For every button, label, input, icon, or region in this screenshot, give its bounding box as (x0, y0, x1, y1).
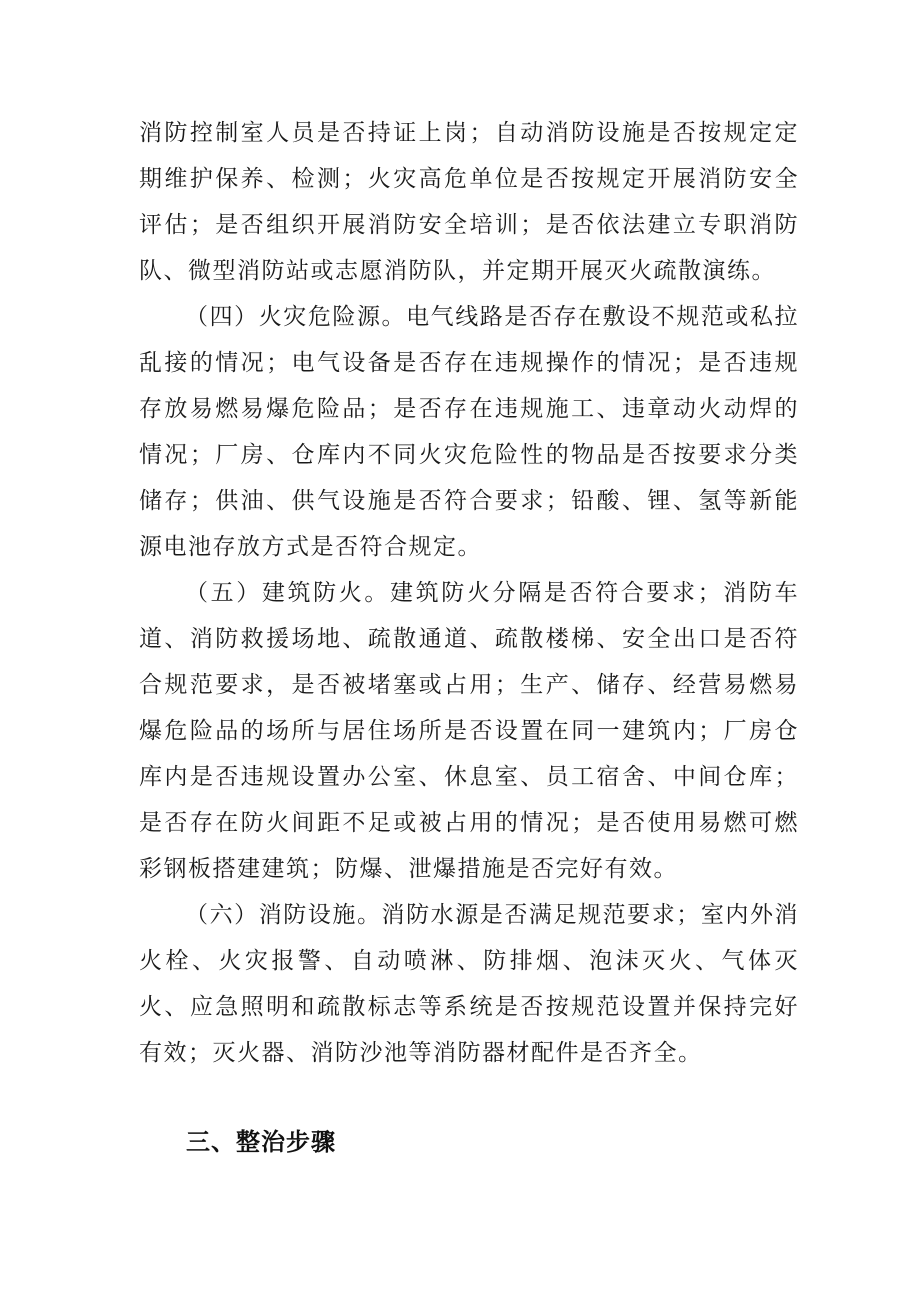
paragraph-fire-hazard-sources: （四）火灾危险源。电气线路是否存在敷设不规范或私拉乱接的情况；电气设备是否存在违规操作的情况；是否违规存放易燃易爆危险品；是否存在违规施工、违章动火动焊的情况；厂房、仓库内不同火灾危险性的物品是否按要求分类储存；供油、供气设施是否符合要求；铅酸、锂、氢等新能源电池存放方式是否符合规定。 (139, 304, 799, 560)
document-body (139, 110, 799, 1076)
paragraph-fire-management-continued: 消防控制室人员是否持证上岗；自动消防设施是否按规定定期维护保养、检测；火灾高危单位是否按规定开展消防安全评估；是否组织开展消防安全培训；是否依法建立专职消防队、微型消防站或志愿消防队，并定期开展灭火疏散演练。 (139, 120, 799, 284)
paragraph-building-fire-protection: （五）建筑防火。建筑防火分隔是否符合要求；消防车道、消防救援场地、疏散通道、疏散楼梯、安全出口是否符合规范要求，是否被堵塞或占用；生产、储存、经营易燃易爆危险品的场所与居住场所是否设置在同一建筑内；厂房仓库内是否违规设置办公室、休息室、员工宿舍、中间仓库；是否存在防火间距不足或被占用的情况；是否使用易燃可燃彩钢板搭建建筑；防爆、泄爆措施是否完好有效。 (139, 580, 799, 882)
paragraph-fire-facilities: （六）消防设施。消防水源是否满足规范要求；室内外消火栓、火灾报警、自动喷淋、防排烟、泡沫灭火、气体灭火、应急照明和疏散标志等系统是否按规范设置并保持完好有效；灭火器、消防沙池等消防器材配件是否齐全。 (139, 902, 799, 1066)
section-heading-remediation-steps: 三、整治步骤 (186, 1128, 336, 1156)
